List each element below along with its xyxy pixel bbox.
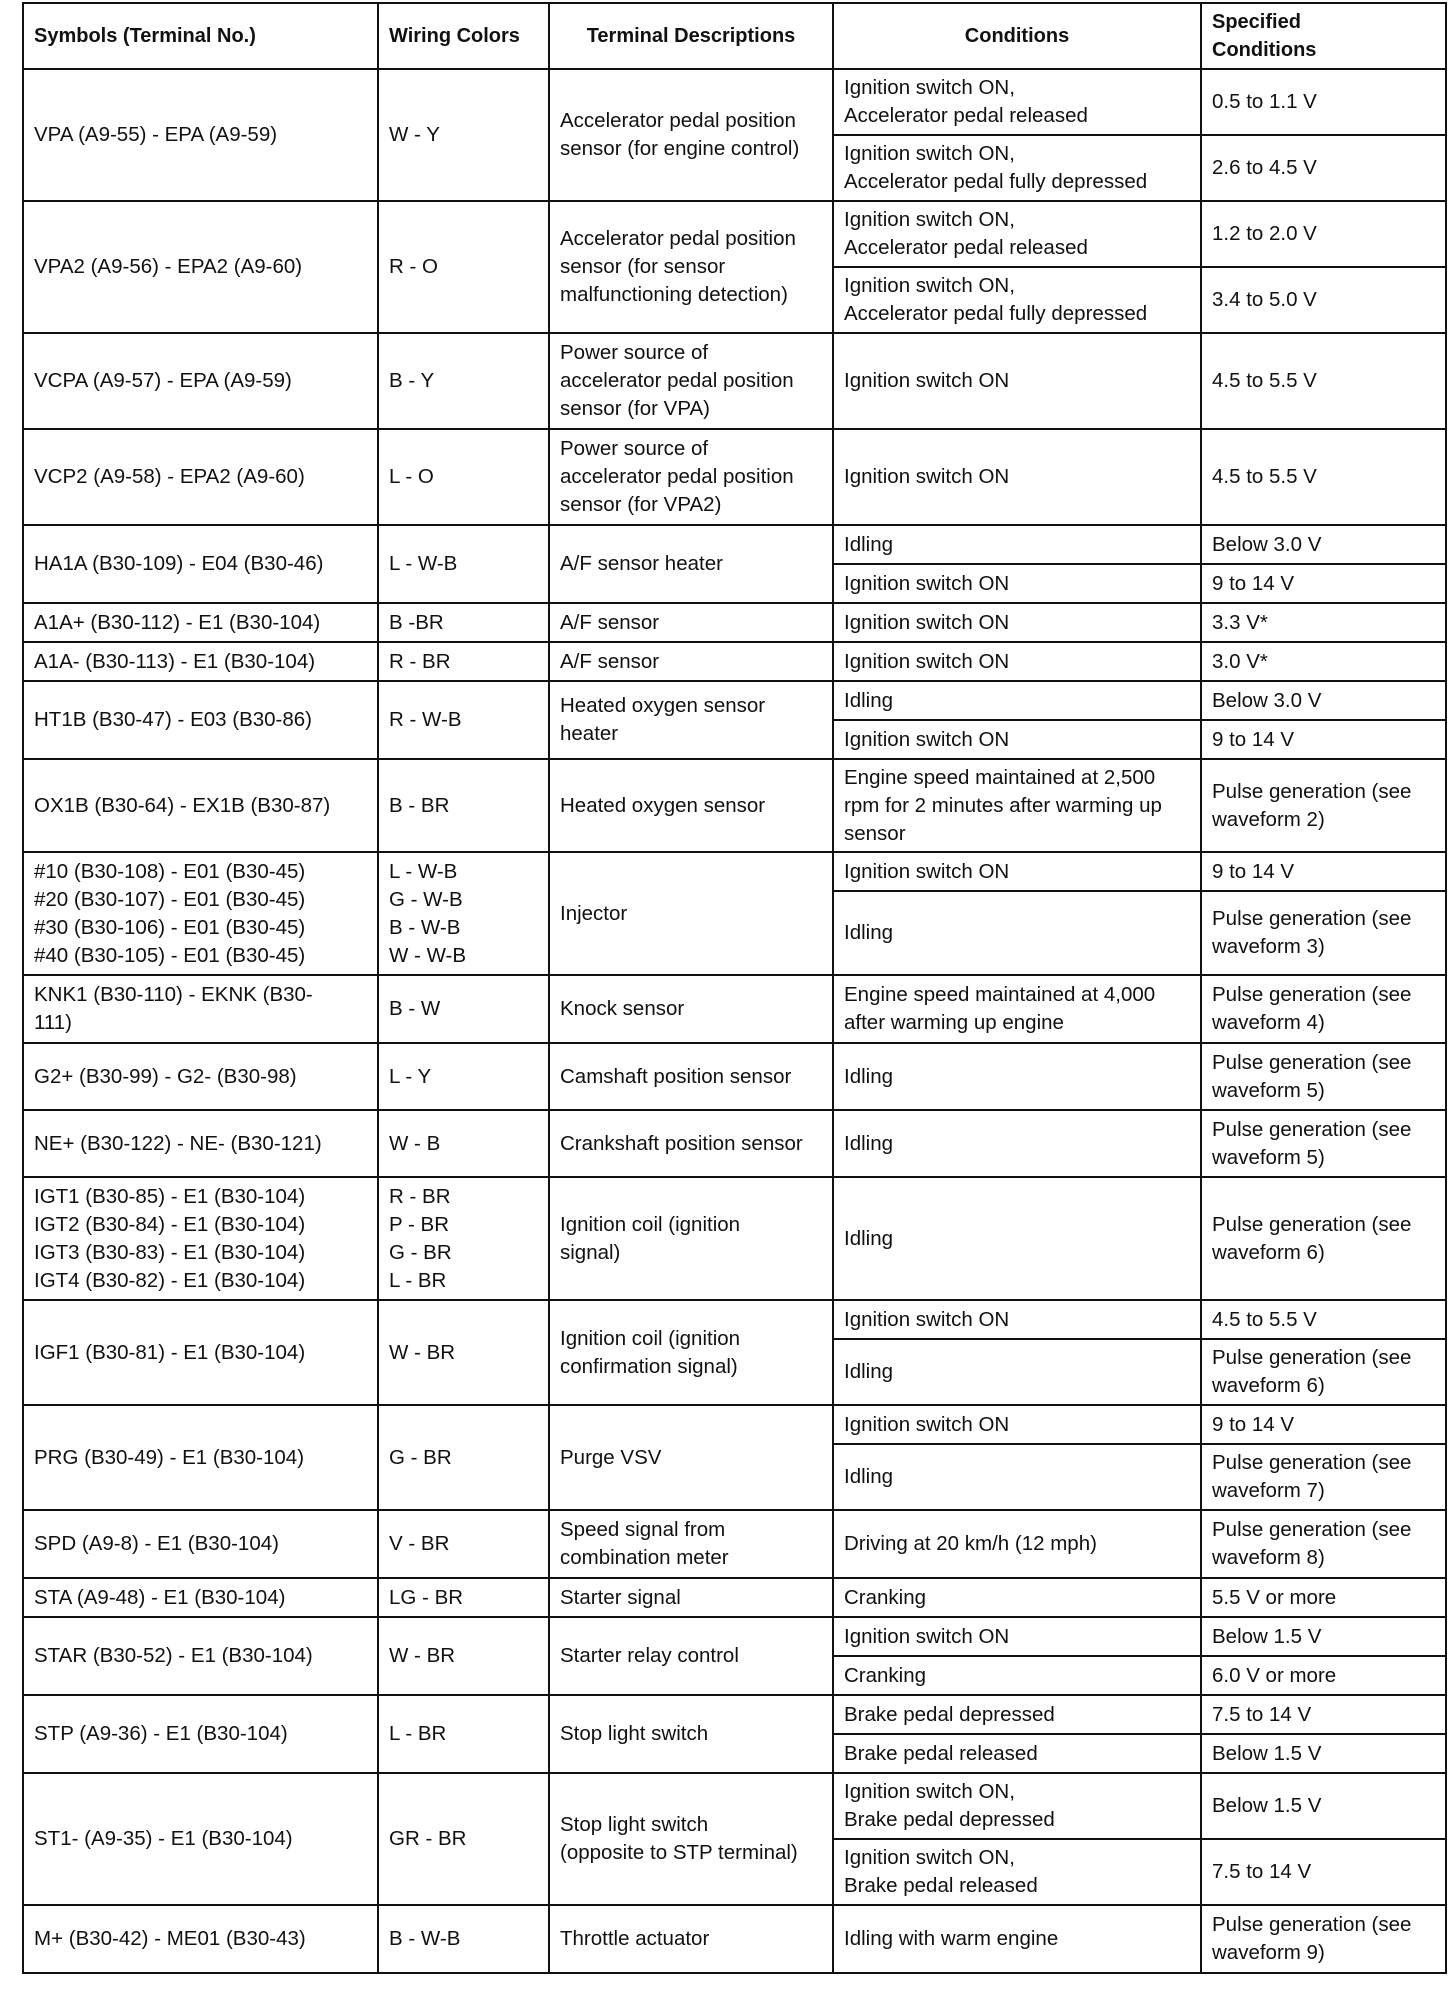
condition: Ignition switch ON [833,564,1201,603]
terminal-symbol: VCP2 (A9-58) - EPA2 (A9-60) [23,429,378,525]
terminal-description: Purge VSV [549,1405,833,1510]
condition: Ignition switch ON [833,720,1201,759]
condition: Idling [833,1444,1201,1510]
specified-condition: 9 to 14 V [1201,1405,1446,1444]
condition: Ignition switch ON [833,1405,1201,1444]
condition: Ignition switch ON, Accelerator pedal released [833,201,1201,267]
terminal-description: A/F sensor heater [549,525,833,603]
condition: Idling [833,1043,1201,1110]
terminal-description: Starter relay control [549,1617,833,1695]
table-row [23,603,1446,642]
terminal-symbol: IGF1 (B30-81) - E1 (B30-104) [23,1300,378,1405]
terminal-description: Ignition coil (ignition signal) [549,1177,833,1300]
header-symbols: Symbols (Terminal No.) [23,3,378,69]
condition: Ignition switch ON [833,429,1201,525]
terminal-description: Throttle actuator [549,1905,833,1973]
specified-condition: 6.0 V or more [1201,1656,1446,1695]
terminal-symbol: #10 (B30-108) - E01 (B30-45) #20 (B30-107) - E01 (B30-45) #30 (B30-106) - E01 (B30-45) #40 (B30-105) - E01 (B30-45) [23,852,378,975]
header-terminal-descriptions: Terminal Descriptions [549,3,833,69]
terminal-symbol: HT1B (B30-47) - E03 (B30-86) [23,681,378,759]
terminal-symbol: VCPA (A9-57) - EPA (A9-59) [23,333,378,429]
wiring-color: W - BR [378,1300,549,1405]
terminal-description: A/F sensor [549,642,833,681]
condition: Brake pedal depressed [833,1695,1201,1734]
wiring-color: R - BR [378,642,549,681]
table-row [23,201,1446,267]
condition: Idling [833,1110,1201,1177]
terminal-symbol: VPA (A9-55) - EPA (A9-59) [23,69,378,201]
specified-condition: Pulse generation (see waveform 4) [1201,975,1446,1043]
condition: Idling [833,891,1201,975]
condition: Ignition switch ON [833,852,1201,891]
specified-condition: 4.5 to 5.5 V [1201,333,1446,429]
specified-condition: 5.5 V or more [1201,1578,1446,1617]
specified-condition: 9 to 14 V [1201,720,1446,759]
terminal-description: Speed signal from combination meter [549,1510,833,1578]
terminal-spec-table [22,2,1447,1974]
table-row [23,1905,1446,1973]
terminal-symbol: NE+ (B30-122) - NE- (B30-121) [23,1110,378,1177]
condition: Ignition switch ON [833,333,1201,429]
terminal-description: Injector [549,852,833,975]
condition: Brake pedal released [833,1734,1201,1773]
terminal-description: Stop light switch [549,1695,833,1773]
terminal-symbol: VPA2 (A9-56) - EPA2 (A9-60) [23,201,378,333]
wiring-color: L - O [378,429,549,525]
condition: Engine speed maintained at 4,000 after warming up engine [833,975,1201,1043]
terminal-symbol: A1A- (B30-113) - E1 (B30-104) [23,642,378,681]
header-conditions: Conditions [833,3,1201,69]
specified-condition: 9 to 14 V [1201,852,1446,891]
specified-condition: 4.5 to 5.5 V [1201,1300,1446,1339]
specified-condition: 3.3 V* [1201,603,1446,642]
wiring-color: B -BR [378,603,549,642]
condition: Cranking [833,1656,1201,1695]
terminal-symbol: G2+ (B30-99) - G2- (B30-98) [23,1043,378,1110]
terminal-symbol: OX1B (B30-64) - EX1B (B30-87) [23,759,378,852]
table-row [23,1773,1446,1839]
wiring-color: W - B [378,1110,549,1177]
specified-condition: Pulse generation (see waveform 9) [1201,1905,1446,1973]
header-specified-conditions: Specified Conditions [1201,3,1446,69]
header-wiring-colors: Wiring Colors [378,3,549,69]
terminal-description: Crankshaft position sensor [549,1110,833,1177]
terminal-description: Accelerator pedal position sensor (for engine control) [549,69,833,201]
specified-condition: 0.5 to 1.1 V [1201,69,1446,135]
specified-condition: Below 3.0 V [1201,525,1446,564]
condition: Ignition switch ON, Accelerator pedal fully depressed [833,135,1201,201]
condition: Idling with warm engine [833,1905,1201,1973]
table-row [23,1510,1446,1578]
specified-condition: Pulse generation (see waveform 5) [1201,1110,1446,1177]
terminal-description: Starter signal [549,1578,833,1617]
specified-condition: Pulse generation (see waveform 2) [1201,759,1446,852]
table-row [23,852,1446,891]
specified-condition: Below 1.5 V [1201,1734,1446,1773]
condition: Ignition switch ON [833,1617,1201,1656]
terminal-symbol: IGT1 (B30-85) - E1 (B30-104) IGT2 (B30-84) - E1 (B30-104) IGT3 (B30-83) - E1 (B30-104) IGT4 (B30-82) - E1 (B30-104) [23,1177,378,1300]
specified-condition: 7.5 to 14 V [1201,1839,1446,1905]
terminal-description: Stop light switch (opposite to STP terminal) [549,1773,833,1905]
terminal-symbol: ST1- (A9-35) - E1 (B30-104) [23,1773,378,1905]
specified-condition: 3.0 V* [1201,642,1446,681]
wiring-color: B - BR [378,759,549,852]
wiring-color: B - W [378,975,549,1043]
condition: Ignition switch ON, Accelerator pedal fully depressed [833,267,1201,333]
wiring-color: B - W-B [378,1905,549,1973]
specified-condition: Below 1.5 V [1201,1617,1446,1656]
terminal-description: Heated oxygen sensor [549,759,833,852]
terminal-description: Accelerator pedal position sensor (for sensor malfunctioning detection) [549,201,833,333]
condition: Driving at 20 km/h (12 mph) [833,1510,1201,1578]
table-row [23,759,1446,852]
terminal-description: Power source of accelerator pedal position sensor (for VPA2) [549,429,833,525]
wiring-color: L - Y [378,1043,549,1110]
condition: Idling [833,1339,1201,1405]
table-row [23,429,1446,525]
table-row [23,975,1446,1043]
condition: Ignition switch ON [833,1300,1201,1339]
specified-condition: 4.5 to 5.5 V [1201,429,1446,525]
table-row [23,1043,1446,1110]
specified-condition: Pulse generation (see waveform 6) [1201,1339,1446,1405]
wiring-color: G - BR [378,1405,549,1510]
terminal-description: A/F sensor [549,603,833,642]
terminal-description: Ignition coil (ignition confirmation signal) [549,1300,833,1405]
wiring-color: L - W-B G - W-B B - W-B W - W-B [378,852,549,975]
specified-condition: Pulse generation (see waveform 7) [1201,1444,1446,1510]
terminal-symbol: STAR (B30-52) - E1 (B30-104) [23,1617,378,1695]
condition: Cranking [833,1578,1201,1617]
wiring-color: L - W-B [378,525,549,603]
wiring-color: W - BR [378,1617,549,1695]
terminal-symbol: HA1A (B30-109) - E04 (B30-46) [23,525,378,603]
wiring-color: V - BR [378,1510,549,1578]
table-row [23,1177,1446,1300]
table-row [23,1695,1446,1734]
terminal-symbol: STP (A9-36) - E1 (B30-104) [23,1695,378,1773]
condition: Ignition switch ON [833,642,1201,681]
condition: Engine speed maintained at 2,500 rpm for 2 minutes after warming up sensor [833,759,1201,852]
condition: Idling [833,1177,1201,1300]
wiring-color: R - BR P - BR G - BR L - BR [378,1177,549,1300]
table-row [23,1578,1446,1617]
specified-condition: 3.4 to 5.0 V [1201,267,1446,333]
wiring-color: B - Y [378,333,549,429]
wiring-color: W - Y [378,69,549,201]
specified-condition: 7.5 to 14 V [1201,1695,1446,1734]
wiring-color: R - O [378,201,549,333]
table-row [23,1110,1446,1177]
table-row [23,333,1446,429]
terminal-description: Knock sensor [549,975,833,1043]
table-row [23,525,1446,564]
table-row [23,681,1446,720]
terminal-symbol: STA (A9-48) - E1 (B30-104) [23,1578,378,1617]
terminal-symbol: SPD (A9-8) - E1 (B30-104) [23,1510,378,1578]
specified-condition: Below 1.5 V [1201,1773,1446,1839]
table-row [23,1300,1446,1339]
terminal-symbol: KNK1 (B30-110) - EKNK (B30- 111) [23,975,378,1043]
condition: Ignition switch ON, Accelerator pedal released [833,69,1201,135]
wiring-color: L - BR [378,1695,549,1773]
wiring-color: R - W-B [378,681,549,759]
specified-condition: Pulse generation (see waveform 5) [1201,1043,1446,1110]
specified-condition: 1.2 to 2.0 V [1201,201,1446,267]
condition: Ignition switch ON, Brake pedal released [833,1839,1201,1905]
table-body [23,69,1446,1973]
table-row [23,642,1446,681]
wiring-color: GR - BR [378,1773,549,1905]
condition: Idling [833,681,1201,720]
table-row [23,1617,1446,1656]
specified-condition: 2.6 to 4.5 V [1201,135,1446,201]
specified-condition: Below 3.0 V [1201,681,1446,720]
wiring-color: LG - BR [378,1578,549,1617]
table-row [23,69,1446,135]
terminal-symbol: PRG (B30-49) - E1 (B30-104) [23,1405,378,1510]
condition: Ignition switch ON [833,603,1201,642]
specified-condition: Pulse generation (see waveform 8) [1201,1510,1446,1578]
header-row [23,3,1446,69]
condition: Ignition switch ON, Brake pedal depressed [833,1773,1201,1839]
table-row [23,1405,1446,1444]
terminal-symbol: A1A+ (B30-112) - E1 (B30-104) [23,603,378,642]
specified-condition: 9 to 14 V [1201,564,1446,603]
specified-condition: Pulse generation (see waveform 3) [1201,891,1446,975]
terminal-description: Power source of accelerator pedal position sensor (for VPA) [549,333,833,429]
specified-condition: Pulse generation (see waveform 6) [1201,1177,1446,1300]
terminal-description: Camshaft position sensor [549,1043,833,1110]
terminal-spec-document [22,2,1445,1974]
terminal-symbol: M+ (B30-42) - ME01 (B30-43) [23,1905,378,1973]
condition: Idling [833,525,1201,564]
terminal-description: Heated oxygen sensor heater [549,681,833,759]
